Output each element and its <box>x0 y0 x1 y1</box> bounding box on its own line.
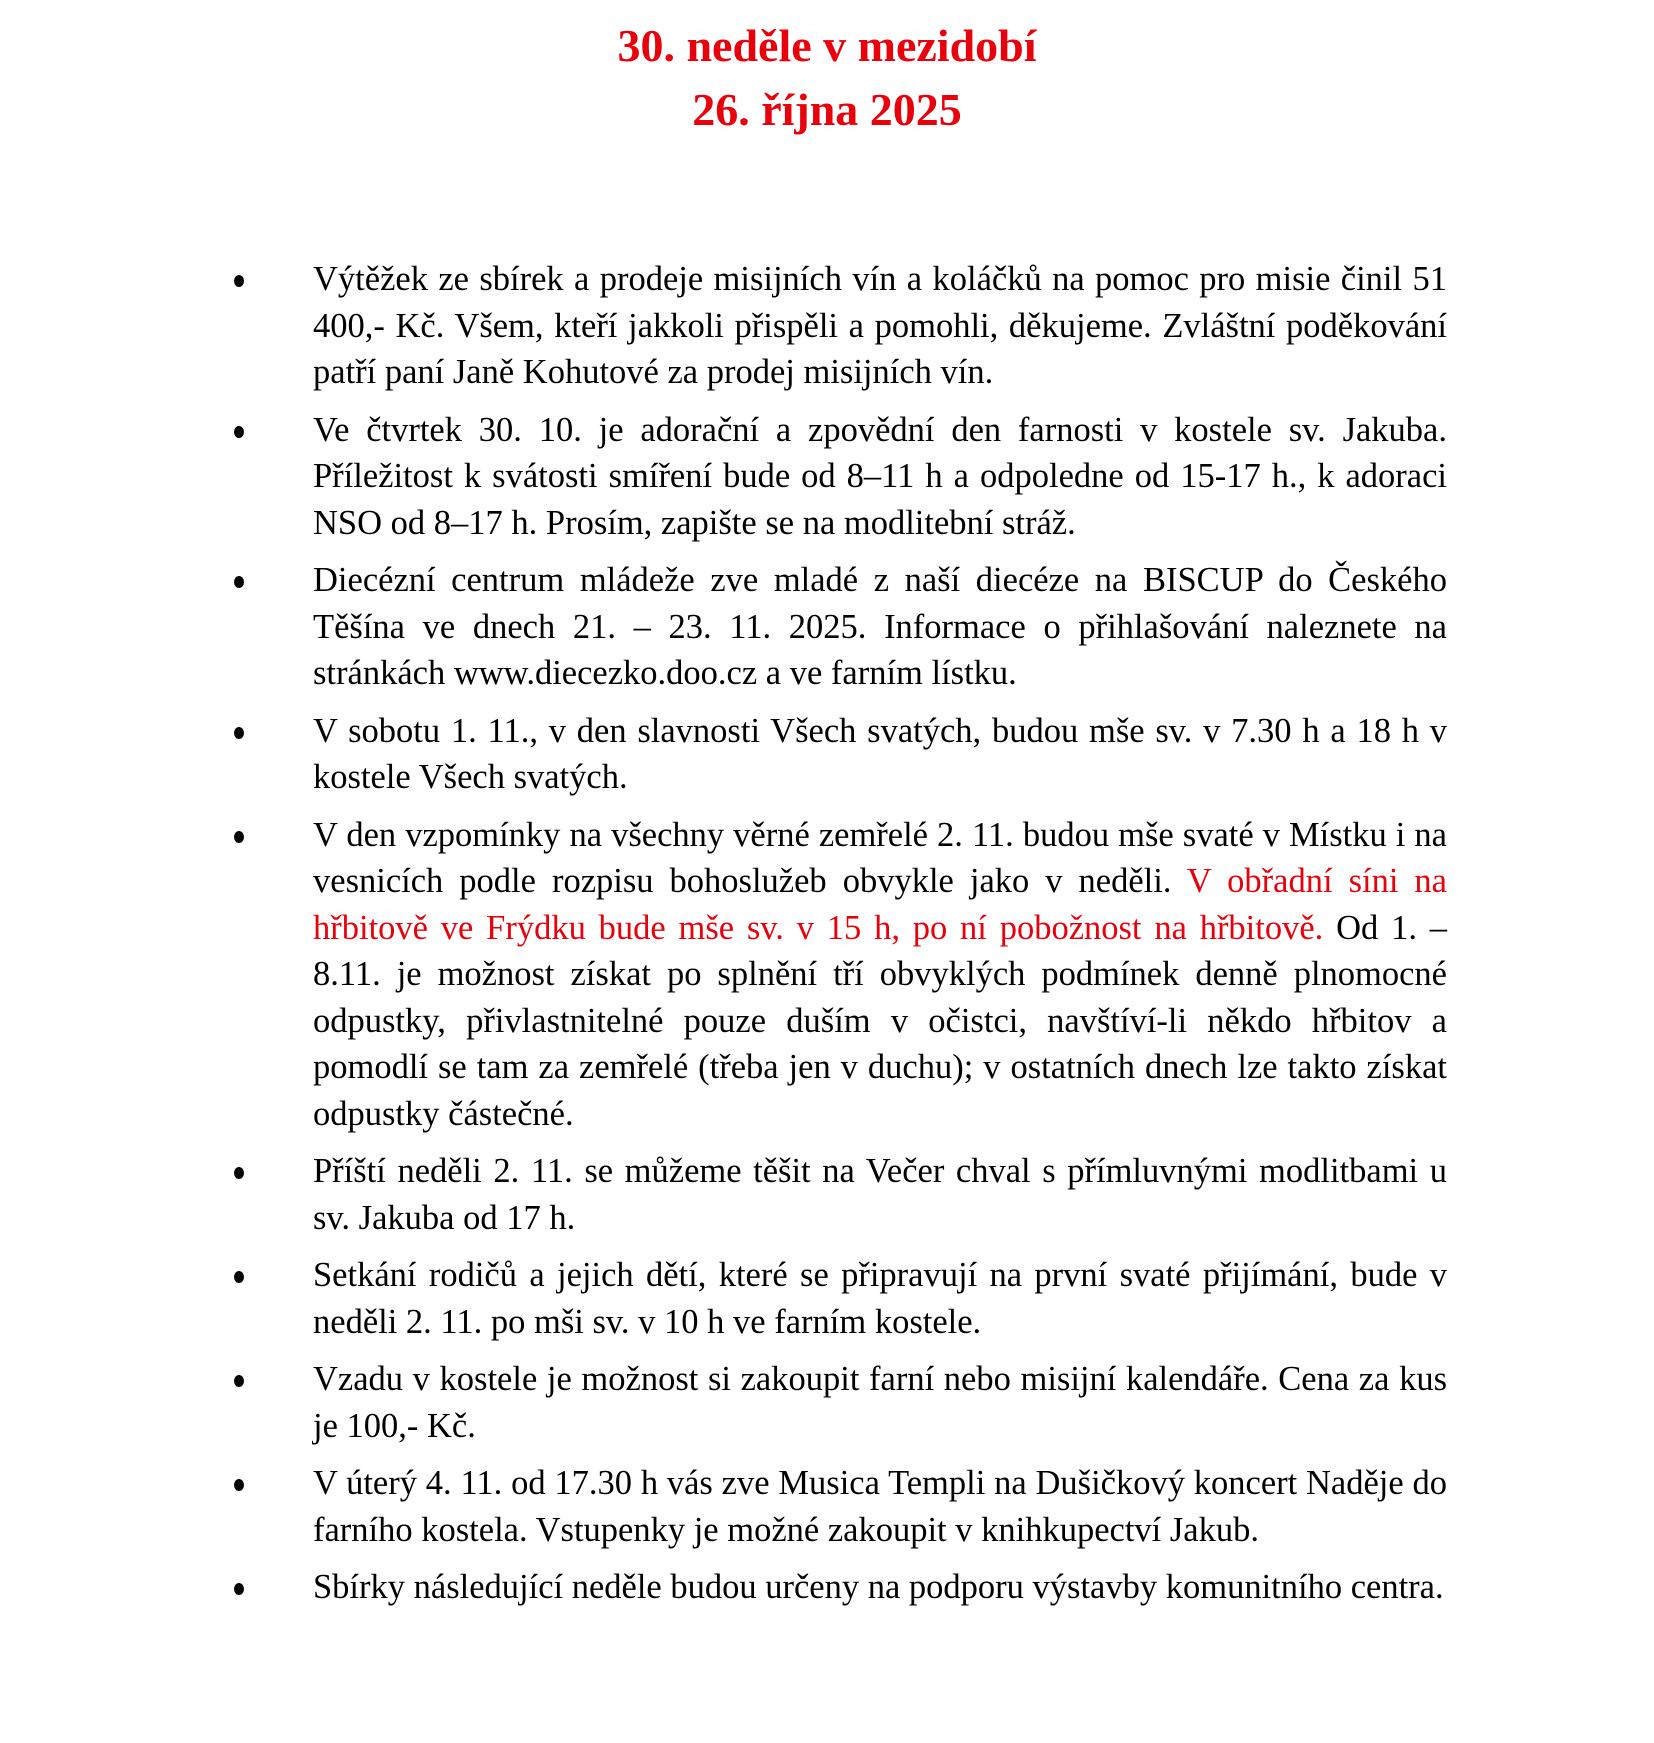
announcement-text: Vzadu v kostele je možnost si zakoupit farní nebo misijní kalendáře. Cena za kus je 100,- Kč. <box>313 1360 1447 1445</box>
announcement-item <box>313 1148 1447 1241</box>
bullet-icon <box>234 426 244 438</box>
bullet-icon <box>234 727 244 739</box>
announcement-list <box>0 256 1654 1622</box>
announcement-item <box>313 812 1447 1138</box>
announcement-text: Výtěžek ze sbírek a prodeje misijních vín a koláčků na pomoc pro misie činil 51 400,- Kč. Všem, kteří jakkoli přispěli a pomohli, děkujeme. Zvláštní poděkování patří paní Janě Kohutové za prodej misijních vín. <box>313 260 1447 391</box>
announcement-item <box>313 557 1447 697</box>
announcement-item <box>313 708 1447 801</box>
announcement-item <box>313 1356 1447 1449</box>
announcement-text-continued: Od 1. – 8.11. je možnost získat po splnění tří obvyklých podmínek denně plnomocné odpustky, přivlastnitelné pouze duším v očistci, navštíví-li někdo hřbitov a pomodlí se tam za zemřelé (třeba jen v duchu); v ostatních dnech lze takto získat odpustky částečné. <box>313 908 1447 1133</box>
announcement-item <box>313 1564 1447 1611</box>
bullet-icon <box>234 275 244 287</box>
announcement-item <box>313 1460 1447 1553</box>
bullet-icon <box>234 1375 244 1387</box>
bullet-icon <box>234 576 244 588</box>
bullet-icon <box>234 1479 244 1491</box>
page-title <box>0 14 1654 142</box>
announcement-text: V úterý 4. 11. od 17.30 h vás zve Musica Templi na Dušičkový koncert Naděje do farního kostela. Vstupenky je možné zakoupit v knihkupectví Jakub. <box>313 1464 1447 1549</box>
title-date: 26. října 2025 <box>692 84 962 135</box>
bullet-icon <box>234 1271 244 1283</box>
announcement-text: V den vzpomínky na všechny věrné zemřelé 2. 11. budou mše svaté v Místku i na vesnicích podle rozpisu bohoslužeb obvykle jako v neděli. <box>313 815 1447 900</box>
bullet-icon <box>234 1167 244 1179</box>
announcement-item <box>313 256 1447 396</box>
bullet-icon <box>234 831 244 843</box>
announcement-text: Ve čtvrtek 30. 10. je adorační a zpovědní den farnosti v kostele sv. Jakuba. Příležitost k svátosti smíření bude od 8–11 h a odpoledne od 15-17 h., k adoraci NSO od 8–17 h. Prosím, zapište se na modlitební stráž. <box>313 410 1447 542</box>
announcement-text: Diecézní centrum mládeže zve mladé z naší diecéze na BISCUP do Českého Těšína ve dnech 21. – 23. 11. 2025. Informace o přihlašování naleznete na stránkách www.diecezko.doo.cz a ve farním lístku. <box>313 561 1447 692</box>
announcement-text: Setkání rodičů a jejich dětí, které se připravují na první svaté přijímání, bude v neděli 2. 11. po mši sv. v 10 h ve farním kostele. <box>313 1256 1447 1341</box>
announcement-text: V sobotu 1. 11., v den slavnosti Všech svatých, budou mše sv. v 7.30 h a 18 h v kostele Všech svatých. <box>313 711 1447 796</box>
bullet-icon <box>234 1583 244 1595</box>
announcement-highlight: V obřadní síni na hřbitově ve Frýdku bude mše sv. v 15 h, po ní pobožnost na hřbitově. <box>313 862 1447 947</box>
announcement-text: Příští neděli 2. 11. se můžeme těšit na Večer chval s přímluvnými modlitbami u sv. Jakuba od 17 h. <box>313 1152 1447 1237</box>
announcement-item <box>313 407 1447 547</box>
announcement-text: Sbírky následující neděle budou určeny na podporu výstavby komunitního centra. <box>313 1568 1444 1606</box>
title-sunday: 30. neděle v mezidobí <box>617 20 1037 71</box>
announcement-item <box>313 1252 1447 1345</box>
